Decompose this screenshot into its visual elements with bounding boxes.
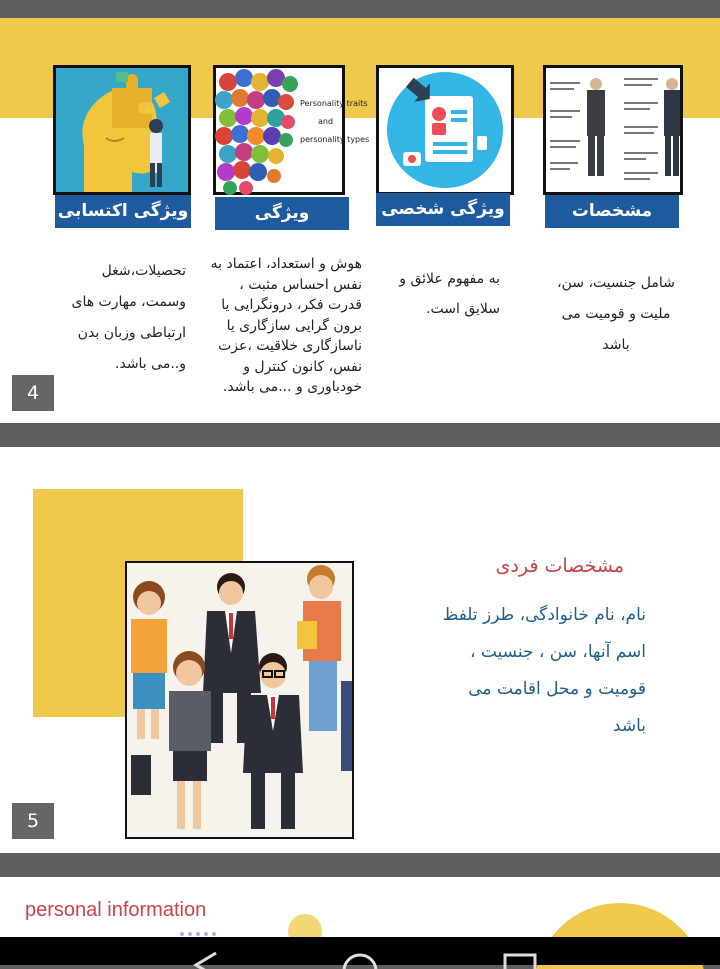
business-men-chart-image	[543, 65, 683, 195]
text-line: قومیت و محل اقامت می	[468, 679, 646, 699]
text-line: باشد	[602, 337, 630, 353]
text-line: به مفهوم علائق و	[399, 271, 500, 287]
text-line: برون گرایی سازگاری یا	[226, 317, 362, 334]
text-line: اسم آنها، سن ، جنسیت ،	[469, 642, 646, 662]
slide-5[interactable]	[0, 447, 720, 853]
home-icon[interactable]	[344, 955, 376, 969]
text-line: نفس احساس مثبت ،	[239, 276, 362, 293]
card-specifications-label: مشخصات	[545, 195, 679, 228]
slide-6-title: personal information	[25, 899, 207, 921]
text-line: نام، نام خانوادگی، طرز تلفظ	[442, 605, 646, 625]
personality-traits-image	[213, 65, 370, 195]
acquired-traits-description	[62, 256, 186, 380]
text-line: ملیت و قومیت می	[561, 306, 671, 322]
text-line: وسمت، مهارت های	[71, 294, 186, 310]
text-line: نفس، کانون کنترل و	[243, 358, 362, 375]
profile-document-image	[376, 65, 514, 195]
slide-number-badge: 5	[12, 803, 54, 839]
text-line: و..می باشد.	[115, 356, 186, 372]
slide-5-title: مشخصات فردی	[495, 555, 624, 577]
text-line: قدرت فکر، درونگرایی یا	[221, 297, 362, 313]
text-line: شامل جنسیت، سن،	[557, 275, 675, 291]
system-navigation-bar	[0, 937, 720, 965]
text-line: ارتباطی وزبان بدن	[77, 325, 186, 341]
text-line: تحصیلات،شغل	[101, 263, 186, 279]
specifications-description	[548, 268, 684, 361]
slide-6-decorations	[0, 877, 720, 937]
card-personal-traits-label: ویژگی شخصی	[376, 193, 510, 226]
personality-traits-image-text-2: and	[318, 117, 334, 126]
traits-description	[188, 254, 362, 398]
text-line: ناسازگاری خلاقیت ،عزت	[218, 338, 362, 354]
personal-traits-description	[380, 264, 500, 324]
text-line: خودباوری و ...می باشد.	[222, 379, 362, 395]
slide-6[interactable]	[0, 877, 720, 937]
text-line: سلایق است.	[426, 301, 500, 317]
personality-traits-image-text-1: Personality traits	[300, 99, 368, 108]
text-line: هوش و استعداد، اعتماد به	[210, 256, 362, 272]
slide-number-badge: 4	[12, 375, 54, 411]
text-line: باشد	[612, 716, 646, 736]
puzzle-head-image	[53, 65, 191, 195]
card-traits-label: ویژگی	[215, 197, 349, 230]
card-acquired-traits-label: ویژگی اکتسابی	[55, 195, 191, 228]
recents-icon[interactable]	[505, 955, 535, 969]
back-icon[interactable]	[196, 953, 216, 969]
business-people-group-image	[125, 561, 354, 839]
slide-5-body	[420, 597, 646, 745]
slide-4[interactable]	[0, 18, 720, 423]
personality-traits-image-text-3: personality types	[300, 135, 370, 144]
